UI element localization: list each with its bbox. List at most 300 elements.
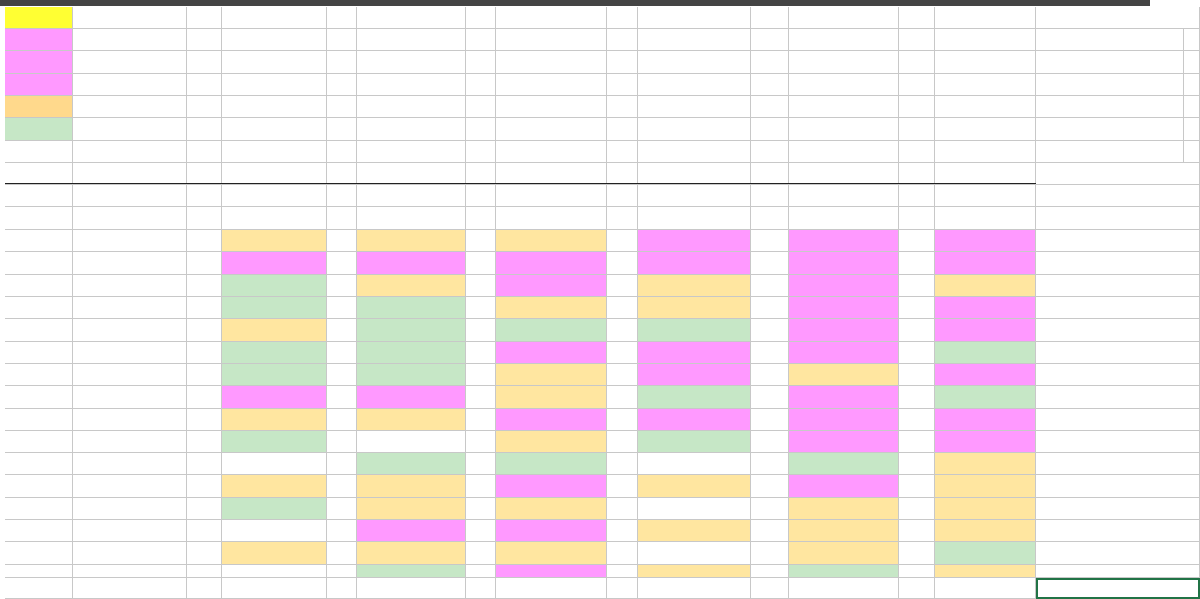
pick-count[interactable]	[607, 386, 638, 409]
match-result[interactable]	[222, 453, 327, 475]
pick-count[interactable]	[327, 542, 357, 565]
spacer-cell[interactable]	[327, 163, 357, 185]
match-result[interactable]	[357, 297, 466, 319]
remarks-cell[interactable]	[1036, 386, 1200, 409]
remarks-cell[interactable]	[1036, 297, 1200, 319]
hit-count[interactable]	[357, 118, 466, 141]
hit-count[interactable]	[935, 96, 1036, 118]
pick-count[interactable]	[607, 230, 638, 252]
match-result[interactable]	[935, 364, 1036, 386]
draw-date[interactable]	[73, 475, 187, 498]
pick-count[interactable]	[187, 565, 222, 578]
spacer-cell[interactable]	[187, 96, 222, 118]
summary-header-cell[interactable]	[357, 7, 466, 29]
pick-count[interactable]	[187, 386, 222, 409]
spacer-cell[interactable]	[751, 74, 789, 96]
match-result[interactable]	[789, 475, 899, 498]
match-result[interactable]	[638, 542, 751, 565]
draw-round[interactable]	[5, 453, 73, 475]
detail-header-cell[interactable]	[899, 207, 935, 230]
pick-count[interactable]	[607, 319, 638, 342]
draw-date[interactable]	[73, 252, 187, 275]
pick-count[interactable]	[327, 565, 357, 578]
match-result[interactable]	[638, 319, 751, 342]
draw-round[interactable]	[5, 520, 73, 542]
pick-count[interactable]	[327, 342, 357, 364]
theoretical-prize[interactable]	[1036, 118, 1184, 141]
draw-round[interactable]	[5, 431, 73, 453]
grade-label[interactable]	[5, 141, 73, 163]
pick-count[interactable]	[466, 409, 496, 431]
pick-count[interactable]	[466, 275, 496, 297]
empty-cell[interactable]	[496, 578, 607, 599]
empty-cell[interactable]	[935, 578, 1036, 599]
spacer-cell[interactable]	[751, 163, 789, 185]
pick-count[interactable]	[327, 230, 357, 252]
pick-count[interactable]	[187, 252, 222, 275]
summary-header-cell[interactable]	[607, 7, 638, 29]
pick-count[interactable]	[751, 475, 789, 498]
match-result[interactable]	[357, 386, 466, 409]
pick-count[interactable]	[899, 431, 935, 453]
empty-cell[interactable]	[751, 578, 789, 599]
summary-header-cell[interactable]	[466, 7, 496, 29]
match-result[interactable]	[222, 409, 327, 431]
spacer-cell[interactable]	[607, 51, 638, 74]
draw-round[interactable]	[5, 542, 73, 565]
detail-header-cell[interactable]	[466, 207, 496, 230]
draw-date[interactable]	[73, 364, 187, 386]
pick-count[interactable]	[327, 364, 357, 386]
remarks-cell[interactable]	[1036, 275, 1200, 297]
match-result[interactable]	[935, 453, 1036, 475]
remarks-header[interactable]	[1036, 207, 1200, 230]
match-result[interactable]	[222, 319, 327, 342]
match-result[interactable]	[496, 342, 607, 364]
hit-count[interactable]	[222, 118, 327, 141]
spacer-cell[interactable]	[327, 118, 357, 141]
pick-count[interactable]	[466, 520, 496, 542]
hit-count[interactable]	[935, 74, 1036, 96]
pick-count[interactable]	[751, 230, 789, 252]
spacer-cell[interactable]	[899, 74, 935, 96]
pick-count[interactable]	[607, 565, 638, 578]
match-result[interactable]	[638, 275, 751, 297]
pick-count[interactable]	[187, 342, 222, 364]
pick-count[interactable]	[899, 364, 935, 386]
match-result[interactable]	[789, 453, 899, 475]
match-result[interactable]	[496, 230, 607, 252]
hit-count[interactable]	[222, 74, 327, 96]
hit-count[interactable]	[222, 96, 327, 118]
match-result[interactable]	[357, 565, 466, 578]
match-result[interactable]	[222, 565, 327, 578]
match-result[interactable]	[496, 319, 607, 342]
match-result[interactable]	[935, 319, 1036, 342]
total-label[interactable]	[73, 163, 187, 185]
hit-count[interactable]	[789, 141, 899, 163]
pick-count[interactable]	[899, 297, 935, 319]
match-result[interactable]	[222, 475, 327, 498]
pick-count[interactable]	[607, 275, 638, 297]
match-result[interactable]	[357, 475, 466, 498]
empty-cell[interactable]	[73, 185, 187, 207]
hit-count[interactable]	[789, 51, 899, 74]
pick-count[interactable]	[327, 431, 357, 453]
hit-count[interactable]	[935, 29, 1036, 51]
spacer-cell[interactable]	[607, 29, 638, 51]
summary-header-cell[interactable]	[1036, 7, 1200, 29]
remarks-cell[interactable]	[1036, 520, 1200, 542]
hit-count[interactable]	[789, 74, 899, 96]
match-result[interactable]	[935, 230, 1036, 252]
spacer-cell[interactable]	[327, 74, 357, 96]
hit-count[interactable]	[496, 141, 607, 163]
draw-date[interactable]	[73, 453, 187, 475]
pick-count[interactable]	[607, 520, 638, 542]
spacer-cell[interactable]	[466, 51, 496, 74]
spacer-cell[interactable]	[899, 118, 935, 141]
pick-count[interactable]	[466, 230, 496, 252]
match-result[interactable]	[222, 230, 327, 252]
match-result[interactable]	[357, 342, 466, 364]
match-result[interactable]	[222, 252, 327, 275]
hit-count[interactable]	[638, 141, 751, 163]
match-result[interactable]	[789, 498, 899, 520]
match-result[interactable]	[496, 475, 607, 498]
pick-count[interactable]	[607, 498, 638, 520]
match-result[interactable]	[222, 275, 327, 297]
match-result[interactable]	[789, 542, 899, 565]
spacer-cell[interactable]	[466, 96, 496, 118]
spacer-cell[interactable]	[751, 118, 789, 141]
match-result[interactable]	[789, 364, 899, 386]
match-result[interactable]	[496, 275, 607, 297]
empty-cell[interactable]	[357, 578, 466, 599]
match-result[interactable]	[789, 319, 899, 342]
match-result[interactable]	[222, 386, 327, 409]
remarks-cell[interactable]	[1036, 364, 1200, 386]
draw-round[interactable]	[5, 297, 73, 319]
remarks-cell[interactable]	[1036, 319, 1200, 342]
pick-count[interactable]	[327, 319, 357, 342]
match-result[interactable]	[496, 542, 607, 565]
hit-count[interactable]	[496, 74, 607, 96]
remarks-cell[interactable]	[1036, 453, 1200, 475]
spacer-cell[interactable]	[751, 96, 789, 118]
match-result[interactable]	[638, 297, 751, 319]
theoretical-prize[interactable]	[1036, 141, 1184, 163]
remarks-cell[interactable]	[1036, 409, 1200, 431]
pick-count[interactable]	[751, 520, 789, 542]
total-amount[interactable]	[935, 163, 1036, 185]
pick-count[interactable]	[327, 453, 357, 475]
hit-count[interactable]	[357, 74, 466, 96]
summary-header-cell[interactable]	[638, 7, 751, 29]
spacer-cell[interactable]	[607, 141, 638, 163]
hit-count[interactable]	[222, 29, 327, 51]
match-result[interactable]	[357, 319, 466, 342]
method-number-label[interactable]	[496, 185, 607, 207]
draw-round[interactable]	[5, 475, 73, 498]
grade-number[interactable]	[73, 74, 187, 96]
pick-count[interactable]	[751, 252, 789, 275]
match-result[interactable]	[935, 431, 1036, 453]
match-result[interactable]	[222, 520, 327, 542]
pick-count[interactable]	[899, 319, 935, 342]
pick-count[interactable]	[327, 498, 357, 520]
pick-count[interactable]	[187, 275, 222, 297]
detail-header-cell[interactable]	[751, 207, 789, 230]
match-result[interactable]	[222, 542, 327, 565]
hit-count[interactable]	[638, 118, 751, 141]
draw-round[interactable]	[5, 275, 73, 297]
pick-count[interactable]	[187, 431, 222, 453]
match-result[interactable]	[222, 364, 327, 386]
remarks-cell[interactable]	[1036, 498, 1200, 520]
spacer-cell[interactable]	[899, 51, 935, 74]
draw-date[interactable]	[73, 319, 187, 342]
match-result[interactable]	[357, 409, 466, 431]
match-result[interactable]	[357, 252, 466, 275]
match-result[interactable]	[357, 542, 466, 565]
total-amount[interactable]	[222, 163, 327, 185]
spacer-cell[interactable]	[466, 29, 496, 51]
spacer-cell[interactable]	[327, 51, 357, 74]
pick-count[interactable]	[327, 297, 357, 319]
draw-date[interactable]	[73, 275, 187, 297]
spacer-cell[interactable]	[327, 29, 357, 51]
match-result[interactable]	[222, 342, 327, 364]
pick-count[interactable]	[899, 230, 935, 252]
total-amount[interactable]	[357, 163, 466, 185]
pick-count[interactable]	[327, 275, 357, 297]
draw-date[interactable]	[73, 565, 187, 578]
pick-count[interactable]	[899, 342, 935, 364]
pick-count[interactable]	[187, 409, 222, 431]
detail-header-cell[interactable]	[187, 207, 222, 230]
pick-count[interactable]	[466, 252, 496, 275]
hit-count[interactable]	[789, 29, 899, 51]
hit-count[interactable]	[357, 29, 466, 51]
draw-round[interactable]	[5, 498, 73, 520]
empty-cell[interactable]	[187, 578, 222, 599]
hit-count[interactable]	[357, 96, 466, 118]
hit-count[interactable]	[496, 118, 607, 141]
match-result[interactable]	[638, 565, 751, 578]
empty-cell[interactable]	[187, 185, 222, 207]
draw-date[interactable]	[73, 297, 187, 319]
spacer-cell[interactable]	[187, 118, 222, 141]
match-result[interactable]	[789, 409, 899, 431]
pick-count[interactable]	[466, 542, 496, 565]
detail-header-cell[interactable]	[496, 207, 607, 230]
match-result[interactable]	[638, 386, 751, 409]
hit-count[interactable]	[638, 51, 751, 74]
detail-header-cell[interactable]	[638, 207, 751, 230]
empty-cell[interactable]	[789, 185, 899, 207]
match-result[interactable]	[357, 230, 466, 252]
pick-count[interactable]	[187, 453, 222, 475]
hit-count[interactable]	[357, 141, 466, 163]
pick-count[interactable]	[187, 498, 222, 520]
pick-count[interactable]	[327, 520, 357, 542]
remarks-cell[interactable]	[1036, 252, 1200, 275]
pick-count[interactable]	[751, 364, 789, 386]
draw-round[interactable]	[5, 230, 73, 252]
summary-header-cell[interactable]	[327, 7, 357, 29]
match-result[interactable]	[638, 342, 751, 364]
remarks-cell[interactable]	[1036, 542, 1200, 565]
pick-count[interactable]	[607, 364, 638, 386]
spacer-cell[interactable]	[899, 96, 935, 118]
empty-cell[interactable]	[5, 163, 73, 185]
match-result[interactable]	[638, 252, 751, 275]
hit-count[interactable]	[222, 51, 327, 74]
grade-number[interactable]	[73, 96, 187, 118]
match-result[interactable]	[638, 409, 751, 431]
spacer-cell[interactable]	[899, 163, 935, 185]
hit-count[interactable]	[638, 96, 751, 118]
pick-count[interactable]	[899, 409, 935, 431]
draw-date[interactable]	[73, 520, 187, 542]
match-result[interactable]	[638, 498, 751, 520]
match-result[interactable]	[935, 475, 1036, 498]
pick-count[interactable]	[751, 275, 789, 297]
match-result[interactable]	[496, 431, 607, 453]
pick-count[interactable]	[899, 475, 935, 498]
remarks-cell[interactable]	[1036, 230, 1200, 252]
spacer-cell[interactable]	[466, 141, 496, 163]
match-result[interactable]	[496, 409, 607, 431]
match-result[interactable]	[935, 542, 1036, 565]
method-number-label[interactable]	[638, 185, 751, 207]
draw-date[interactable]	[73, 230, 187, 252]
total-amount[interactable]	[496, 163, 607, 185]
grade-number[interactable]	[73, 141, 187, 163]
summary-header-cell[interactable]	[751, 7, 789, 29]
pick-count[interactable]	[187, 475, 222, 498]
match-result[interactable]	[935, 252, 1036, 275]
match-result[interactable]	[357, 275, 466, 297]
spacer-cell[interactable]	[466, 118, 496, 141]
match-result[interactable]	[496, 498, 607, 520]
pick-count[interactable]	[466, 364, 496, 386]
pick-count[interactable]	[187, 364, 222, 386]
empty-cell[interactable]	[222, 578, 327, 599]
pick-count[interactable]	[327, 409, 357, 431]
method-number-label[interactable]	[935, 185, 1036, 207]
hit-count[interactable]	[222, 141, 327, 163]
spacer-cell[interactable]	[187, 141, 222, 163]
pick-count[interactable]	[899, 565, 935, 578]
match-result[interactable]	[222, 297, 327, 319]
empty-cell[interactable]	[607, 578, 638, 599]
pick-count[interactable]	[899, 275, 935, 297]
match-result[interactable]	[496, 565, 607, 578]
pick-count[interactable]	[466, 498, 496, 520]
match-result[interactable]	[789, 565, 899, 578]
empty-cell[interactable]	[5, 578, 73, 599]
draw-round[interactable]	[5, 386, 73, 409]
pick-count[interactable]	[899, 520, 935, 542]
match-result[interactable]	[935, 565, 1036, 578]
match-result[interactable]	[638, 431, 751, 453]
theoretical-prize[interactable]	[1036, 51, 1184, 74]
draw-round[interactable]	[5, 565, 73, 578]
detail-header-cell[interactable]	[607, 207, 638, 230]
pick-count[interactable]	[466, 453, 496, 475]
summary-header-cell[interactable]	[496, 7, 607, 29]
remarks-cell[interactable]	[1036, 475, 1200, 498]
empty-cell[interactable]	[607, 185, 638, 207]
pick-count[interactable]	[751, 386, 789, 409]
draw-round[interactable]	[5, 409, 73, 431]
pick-count[interactable]	[466, 342, 496, 364]
pick-count[interactable]	[751, 453, 789, 475]
draw-round[interactable]	[5, 342, 73, 364]
empty-cell[interactable]	[5, 185, 73, 207]
pick-count[interactable]	[607, 542, 638, 565]
detail-header-cell[interactable]	[5, 207, 73, 230]
summary-header-cell[interactable]	[899, 7, 935, 29]
empty-cell[interactable]	[466, 185, 496, 207]
grade-label[interactable]	[5, 74, 73, 96]
hit-count[interactable]	[935, 51, 1036, 74]
header-loto6[interactable]	[5, 7, 73, 29]
pick-count[interactable]	[751, 319, 789, 342]
empty-cell[interactable]	[327, 578, 357, 599]
theoretical-prize[interactable]	[1036, 74, 1184, 96]
match-result[interactable]	[638, 453, 751, 475]
spacer-cell[interactable]	[187, 74, 222, 96]
pick-count[interactable]	[751, 342, 789, 364]
grade-label[interactable]	[5, 96, 73, 118]
pick-count[interactable]	[466, 431, 496, 453]
pick-count[interactable]	[607, 409, 638, 431]
pick-count[interactable]	[751, 297, 789, 319]
empty-cell[interactable]	[73, 578, 187, 599]
match-result[interactable]	[496, 297, 607, 319]
grade-label[interactable]	[5, 29, 73, 51]
pick-count[interactable]	[899, 542, 935, 565]
match-result[interactable]	[496, 364, 607, 386]
grade-label[interactable]	[5, 118, 73, 141]
hit-count[interactable]	[496, 51, 607, 74]
match-result[interactable]	[222, 498, 327, 520]
match-result[interactable]	[789, 386, 899, 409]
draw-date[interactable]	[73, 431, 187, 453]
hit-count[interactable]	[638, 29, 751, 51]
match-result[interactable]	[789, 520, 899, 542]
spacer-cell[interactable]	[607, 118, 638, 141]
match-result[interactable]	[935, 520, 1036, 542]
summary-header-cell[interactable]	[73, 7, 187, 29]
total-amount[interactable]	[789, 163, 899, 185]
pick-count[interactable]	[751, 498, 789, 520]
match-result[interactable]	[357, 453, 466, 475]
theoretical-prize[interactable]	[1036, 96, 1184, 118]
hit-count[interactable]	[789, 118, 899, 141]
match-result[interactable]	[357, 520, 466, 542]
match-result[interactable]	[789, 431, 899, 453]
pick-count[interactable]	[466, 386, 496, 409]
pick-count[interactable]	[187, 230, 222, 252]
draw-date[interactable]	[73, 498, 187, 520]
match-result[interactable]	[496, 386, 607, 409]
match-result[interactable]	[357, 431, 466, 453]
grade-number[interactable]	[73, 51, 187, 74]
